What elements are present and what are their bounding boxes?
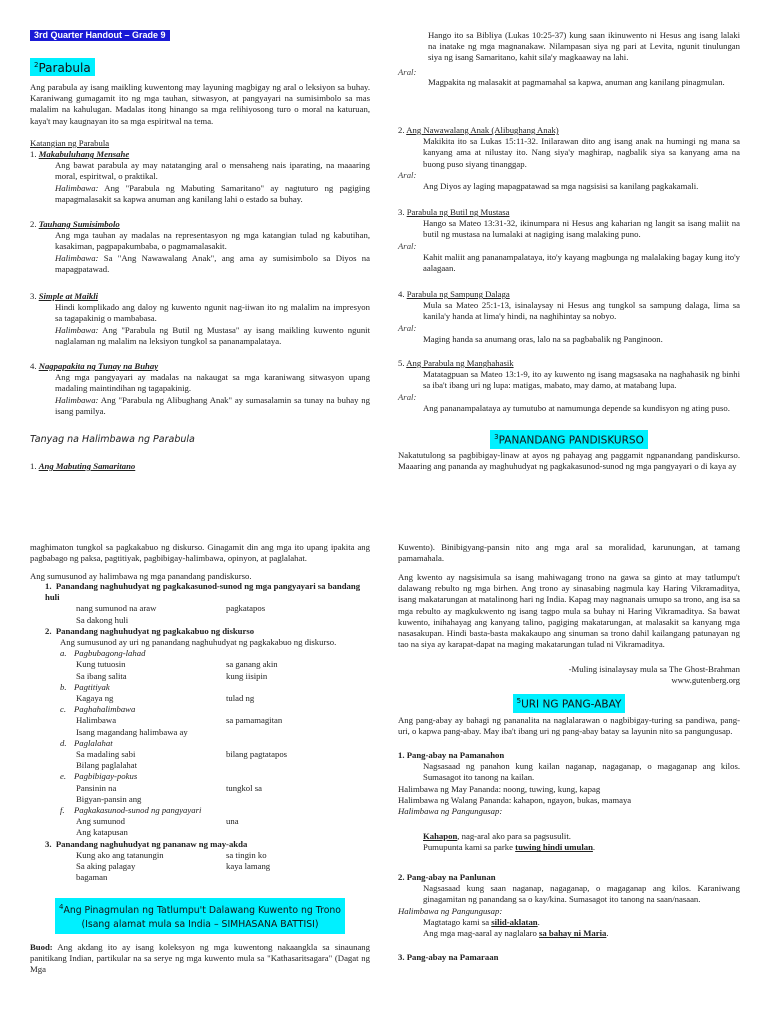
story-5: 5. Ang Parabula ng Manghahasik Matatagpuan sa Mateo 13:1-9, ito ay kuwento ng isang magsasaka na naghahasik ng binhi sa iba't ibang uri ng lupa: matigas, mabato, may damo, at matabang lupa. Aral: Ang pananampalataya ay tumutubo at namumunga depende sa kundisyon ng ating puso. bbox=[398, 358, 740, 413]
pananda-term: Ang katapusan bbox=[76, 827, 128, 838]
pananda-term: sa tingin ko bbox=[226, 849, 267, 860]
pananda-term: Sa aking palagay bbox=[76, 861, 136, 872]
pananda-term: sa ganang akin bbox=[226, 659, 278, 670]
katangian-item-2: 2. Tauhang Sumisimbolo Ang mga tauhan ay madalas na representasyon ng mga katangian tulad ng kabutihan, kasakiman, pagpapakumbaba, o pagmamalasakit. Halimbawa: Sa "Ang Nawawalang Anak", ang ama ay sumisimbolo sa Diyos na mapagpatawad. bbox=[30, 219, 370, 274]
pananda-term: tulad ng bbox=[226, 693, 255, 704]
sub-row bbox=[76, 727, 370, 738]
sub-row bbox=[76, 783, 370, 794]
pananda-term: Halimbawa bbox=[76, 715, 117, 726]
tanyag-title: Tanyag na Halimbawa ng Parabula bbox=[30, 434, 195, 445]
pananda-term: Bigyan-pansin ang bbox=[76, 793, 142, 804]
subsection-title: c. Paghahalimbawa bbox=[60, 704, 136, 715]
story-3: 3. Parabula ng Butil ng Mustasa Hango sa Mateo 13:31-32, ikinumpara ni Hesus ang kaharian ng langit sa isang maliit na butil ng mustasa na lumalaki at nagiging isang malaking puno. Aral: Kahit maliit ang pananampalataya, ito'y kayang magbunga ng malalaking bagay kung ito'y aalagaan. bbox=[398, 207, 740, 274]
pananda-term: pagkatapos bbox=[226, 603, 266, 614]
subsection-title: f. Pagkakasunod-sunod ng pangyayari bbox=[60, 805, 202, 816]
pamaraan-title: 3. Pang-abay na Pamaraan bbox=[398, 952, 499, 962]
pananda-term: bagaman bbox=[76, 872, 108, 883]
pananda-term: tungkol sa bbox=[226, 782, 262, 793]
sub-row bbox=[76, 671, 370, 682]
pamanahon-section: 1. Pang-abay na Pamanahon Nagsasaad ng panahon kung kailan naganap, nagaganap, o magaganap ang kilos. Sumasagot ito tanong na kailan. Halimbawa ng May Pananda: noong, tuwing, kung, kapag Halimbawa ng Walang Pananda: kahapon, ngayon, bukas, mamaya Halimbawa ng Pangungusap: Kahapon, nag-aral ako para sa pagsusulit. Pumupunta kami sa parke tuwing hindi umulan. bbox=[398, 750, 740, 853]
katangian-item-3: 3. Simple at Maikli Hindi komplikado ang daloy ng kuwento ngunit nag-iiwan ito ng malalim na impresyon sa tagapakinig o mambabasa. Halimbawa: Ang "Parabula ng Butil ng Mustasa" ay isang maikling kuwento ngunit naglalaman ng malalim na leksiyon tungkol sa pananampalataya. bbox=[30, 291, 370, 346]
pananda-list: 1. Panandang naghuhudyat ng pagkakasunod-sunod ng mga pangyayari sa bandang huli nang sumunod na araw pagkatapos Sa dakong huli 2. Panandang naghuhudyat ng pagkakabuo ng diskurso Ang sumusunod ay uri ng panandang naghuhudyat ng pagkakabuo ng diskurso. a. Pagbubagong-lahad Kung tutuosin sa ganang akin Sa ibang salita kung iisipin b. Pagtitiyak Kagaya ng tulad ng c. Paghahalimbawa Halimbawa sa pamamagitan Isang magandang halimbawa ay d. Paglalahat Sa madaling sabi bilang pagtatapos Bilang paglalahat e. Pagbibigay-pokus Pansinin na tungkol sa Bigyan-pansin ang f. Pagkakasunod-sunod ng pangyayari Ang sumunod una Ang katapusan 3. Panandang naghuhudyat ng pananaw ng may-akda Kung ako ang tatanungin sa tingin ko Sa aking palagay kaya lamang bagaman bbox=[30, 581, 370, 883]
samaritano-text: Hango ito sa Bibliya (Lukas 10:25-37) kung saan ikinuwento ni Hesus ang isang lalaki na inatake ng mga magnanakaw. Nilampasan siya ng pari at Levita, ngunit tinulungan siya ng isang Samaritano, kahit sila'y magkaaway na lahi. bbox=[428, 30, 740, 63]
pananda-term: nang sumunod na araw bbox=[76, 603, 157, 614]
sumusunod-text: Ang sumusunod ay halimbawa ng mga panandang pandiskurso. bbox=[30, 571, 252, 581]
pinagmulan-heading: $^4$Ang Pinagmulan ng Tatlumpu't Dalawang Kuwento ng Trono (Isang alamat mula sa India – SIMHASANA BATTISI) bbox=[30, 898, 370, 934]
subsection-rows bbox=[30, 816, 370, 838]
pananda-term: Sa ibang salita bbox=[76, 670, 127, 681]
sub-row bbox=[76, 827, 370, 838]
pananda-term: sa pamamagitan bbox=[226, 715, 283, 726]
sec3-rows bbox=[30, 850, 370, 884]
subsection-title: b. Pagtitiyak bbox=[60, 681, 110, 692]
katangian-title: Katangian ng Parabula bbox=[30, 138, 110, 148]
pananda-term: Kagaya ng bbox=[76, 693, 114, 704]
pananda-term: kung iisipin bbox=[226, 670, 268, 681]
sec1-row bbox=[76, 603, 370, 614]
subsection-rows bbox=[30, 693, 370, 704]
source-line-1: -Muling isinalaysay mula sa The Ghost-Brahman bbox=[568, 664, 740, 674]
sec3-row bbox=[76, 850, 370, 861]
parabula-heading: $^2$Parabula bbox=[30, 58, 95, 76]
katangian-item-4: 4. Nagpapakita ng Tunay na Buhay Ang mga pangyayari ay madalas na nakaugat sa mga karaniwang sitwasyon upang madaling maintindihan ng tagapakinig. Halimbawa: Ang "Parabula ng Alibughang Anak" ay sumasalamin sa tunay na buhay ng isang pamilya. bbox=[30, 361, 370, 416]
samaritano-aral: Magpakita ng malasakit at pagmamahal sa kapwa, anuman ang kanilang pinagmulan. bbox=[428, 77, 725, 87]
subsection-rows bbox=[30, 749, 370, 771]
pananda-term: bilang pagtatapos bbox=[226, 749, 288, 760]
sub-row bbox=[76, 794, 370, 805]
subsection-title: e. Pagbibigay-pokus bbox=[60, 771, 138, 782]
pananda-term: Sa madaling sabi bbox=[76, 749, 136, 760]
sub-row bbox=[76, 715, 370, 726]
subsection-rows bbox=[30, 783, 370, 805]
sub-row bbox=[76, 693, 370, 704]
pandiskurso-cont: maghimaton tungkol sa pagkakabuo ng diskurso. Ginagamit din ang mga ito upang ipakita ang pagbabago ng paksa, pagtitiyak, pagbibigay-halimbawa, opinyon, at paglalahat. bbox=[30, 542, 370, 564]
sec2-subsections bbox=[30, 648, 370, 838]
panlunan-section: 2. Pang-abay na Panlunan Nagsasaad kung saan naganap, nagaganap, o magaganap ang kilos. Karaniwang ginagamitan ng panandang sa o kay/kina. Sumasagot ito tanong na saan/nasaan. Halimbawa ng Pangungusap: Magtatago kami sa silid-aklatan. Ang mga mag-aaral ay naglalaro sa bahay ni Maria. bbox=[398, 872, 740, 939]
page-2 bbox=[0, 512, 768, 1024]
sec1-rows bbox=[30, 603, 370, 625]
buod-cont: Kuwento). Binibigyang-pansin nito ang mga aral sa moralidad, karunungan, at tamang pamamahala. bbox=[398, 542, 740, 564]
parabula-intro: Ang parabula ay isang maikling kuwentong may layuning magbigay ng aral o leksiyon sa buhay. Karaniwang gumagamit ito ng mga tauhan, sitwasyon, at pangyayari na sumisimbolo sa mas malalim na kahulugan. Madalas itong hinango sa mga relihiyosong turo o moral na katuruan, kaya't may kaugnayan ito sa mga espiritwal na tema. bbox=[30, 82, 370, 126]
aral-label: Aral: bbox=[398, 67, 417, 77]
tanyag-item-1: 1. Ang Mabuting Samaritano bbox=[30, 461, 136, 471]
pananda-term: Ang sumunod bbox=[76, 816, 125, 827]
sec1-row bbox=[76, 615, 370, 626]
story-2: 2. Ang Nawawalang Anak (Alibughang Anak) Makikita ito sa Lukas 15:11-32. Inilarawan dito ang isang anak na humingi ng mana sa kanyang ama at nilustay ito. Nang siya'y maghirap, nagbalik siya sa kanyang ama na buong puso siyang tinanggap. Aral: Ang Diyos ay laging mapagpatawad sa mga nagsisisi sa kanilang pagkakamali. bbox=[398, 125, 740, 192]
story-4: 4. Parabula ng Sampung Dalaga Mula sa Mateo 25:1-13, isinalaysay ni Hesus ang tungkol sa sampung dalaga, lima sa kanila'y handa at lima'y hindi, na naghihintay sa nobyo. Aral: Maging handa sa anumang oras, lalo na sa pagbabalik ng Panginoon. bbox=[398, 289, 740, 344]
buod-text: Buod: Ang akdang ito ay isang koleksyon ng mga kuwentong nakaangkla sa sinaunang panitikang Indian, partikular na sa serye ng mga kuwento mula sa "Kathasaritsagara" (Dagat ng Mga bbox=[30, 942, 370, 975]
sub-row bbox=[76, 816, 370, 827]
pangabay-heading: $^5$URI NG PANG-ABAY bbox=[398, 694, 740, 713]
pananda-term: kaya lamang bbox=[226, 861, 271, 872]
pangabay-intro: Ang pang-abay ay bahagi ng pananalita na naglalarawan o nagbibigay-turing sa pandiwa, pang-uri, o kapwa pang-abay. May iba't ibang uri ng pang-abay batay sa layunin nito sa pangungusap. bbox=[398, 715, 740, 737]
sec3-row bbox=[76, 872, 370, 883]
subsection-rows bbox=[30, 715, 370, 737]
subsection-title: d. Paglalahat bbox=[60, 737, 113, 748]
quarter-header: 3rd Quarter Handout – Grade 9 bbox=[30, 30, 170, 41]
sub-row bbox=[76, 760, 370, 771]
subsection-rows bbox=[30, 659, 370, 681]
source-line-2: www.gutenberg.org bbox=[671, 675, 740, 685]
sec3-row bbox=[76, 861, 370, 872]
pananda-term: Isang magandang halimbawa ay bbox=[76, 726, 188, 737]
pandiskurso-heading: $^3$PANANDANG PANDISKURSO bbox=[398, 430, 740, 449]
katangian-item-1: 1. Makabuluhang Mensahe Ang bawat parabula ay may natatanging aral o mensaheng nais iparating, na maaaring moral, espiritwal, o praktikal. Halimbawa: Ang "Parabula ng Mabuting Samaritano" ay nagtuturo ng pagiging mapagmalasakit sa kapwa anuman ang kanilang lahi o estado sa buhay. bbox=[30, 149, 370, 204]
pananda-term: Pansinin na bbox=[76, 782, 117, 793]
sub-row bbox=[76, 659, 370, 670]
pananda-term: Kung tutuosin bbox=[76, 659, 126, 670]
kwento-text: Ang kwento ay nagsisimula sa isang mahiwagang trono na gawa sa ginto at may tatlumpu't dalawang rebulto ng mga birhen. Ang trono ay sinasabing nagmula kay Haring Vikramaditya, isang makatarungan at matalinong hari ng India. Kapag may nagnanais umupo sa trono, ang isa sa mga rebulto ay magkukwento ng isang tagpo mula sa buhay ni Haring Vikramaditya. Sa bawat kuwento, inihahayag ang kanyang talino, pagiging makatarungan, at malasakit sa kanyang mga nasasakupan. Hindi basta-basta makakaupo ang sinuman sa trono dahil kailangang patunayan ng tao na siya ay karapat-dapat na maging makatarungan tulad ni Vikramaditya. bbox=[398, 572, 740, 650]
pananda-term: Sa dakong huli bbox=[76, 614, 129, 625]
sub-row bbox=[76, 749, 370, 760]
subsection-title: a. Pagbubagong-lahad bbox=[60, 648, 146, 659]
pananda-term: Kung ako ang tatanungin bbox=[76, 849, 164, 860]
pandiskurso-text: Nakatutulong sa pagbibigay-linaw at ayos ng pahayag ang paggamit ngpanandang pandiskurso. Maaaring ang pananda ay maghuhudyat ng pagkakasunod-sunod ng mga pangyayari o di kaya ay bbox=[398, 450, 740, 472]
pananda-term: Bilang paglalahat bbox=[76, 760, 138, 771]
pananda-term: una bbox=[226, 816, 239, 827]
